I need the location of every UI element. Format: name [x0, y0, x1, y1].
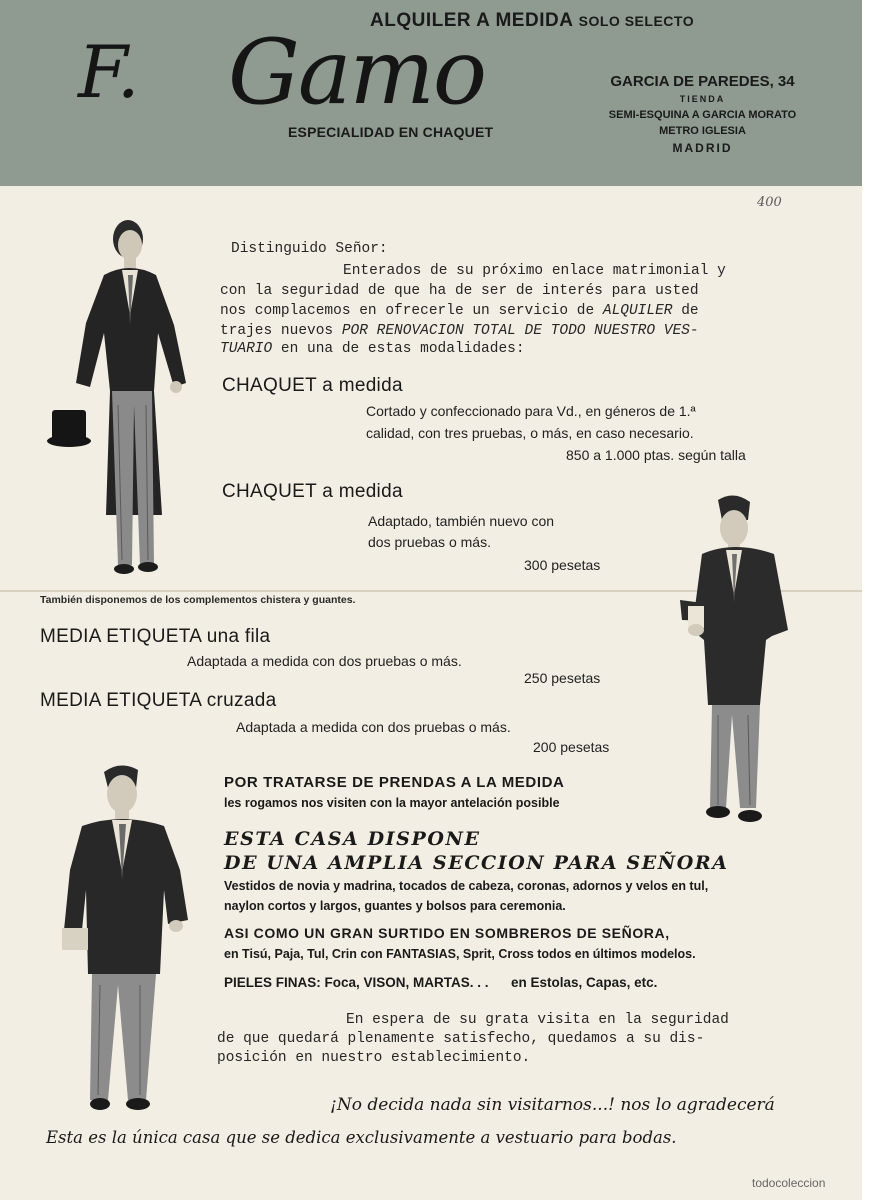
intro-line-4: [220, 322, 699, 341]
offer-2-name: CHAQUET: [222, 481, 317, 502]
offer-1-title: [222, 375, 403, 397]
offer-4-desc: Adaptada a medida con dos pruebas o más.: [236, 719, 511, 735]
offer-3-price: 250 pesetas: [524, 670, 601, 686]
offer-4-type: cruzada: [206, 690, 277, 711]
offer-3-title: [40, 626, 270, 648]
slogan-visit: ¡No decida nada sin visitarnos...! nos lo agradecerá: [330, 1095, 775, 1115]
letterhead: [0, 0, 862, 186]
hats-desc: en Tisú, Paja, Tul, Crin con FANTASIAS, Sprit, Cross todos en últimos modelos.: [224, 947, 696, 961]
handwritten-note: 400: [757, 195, 782, 210]
intro-line-3-text: nos complacemos en ofrecerle un servicio de: [220, 303, 595, 319]
address-shop: TIENDA: [679, 94, 726, 104]
ladies-desc-1: Vestidos de novia y madrina, tocados de cabeza, coronas, adornos y velos en tul,: [224, 879, 709, 893]
closing-line-3: posición en nuestro establecimiento.: [217, 1050, 531, 1066]
address-metro: METRO IGLESIA: [659, 125, 746, 137]
offer-2-title: [222, 481, 403, 503]
address-corner: SEMI-ESQUINA A GARCIA MORATO: [608, 109, 797, 121]
offer-1-price: 850 a 1.000 ptas. según talla: [566, 447, 746, 463]
advance-title: POR TRATARSE DE PRENDAS A LA MEDIDA: [224, 774, 565, 791]
intro-line-3-end: de: [681, 303, 699, 319]
rental-subtitle: SOLO SELECTO: [578, 13, 695, 29]
offer-4-title: [40, 690, 276, 712]
ladies-desc-2: naylon cortos y largos, guantes y bolsos para ceremonia.: [224, 899, 566, 913]
logo-name: Gamo: [228, 20, 486, 125]
offer-3-desc: Adaptada a medida con dos pruebas o más.: [187, 653, 462, 669]
hats-title: ASI COMO UN GRAN SURTIDO EN SOMBREROS DE SEÑORA,: [224, 925, 670, 941]
greeting: Distinguido Señor:: [231, 241, 388, 257]
intro-line-5: [220, 340, 525, 359]
advance-subtitle: les rogamos nos visiten con la mayor antelación posible: [224, 796, 560, 810]
offer-1-desc-2: calidad, con tres pruebas, o más, en caso necesario.: [366, 425, 694, 441]
address-street: GARCIA DE PAREDES, 34: [610, 73, 795, 90]
intro-line-4-text: trajes nuevos: [220, 323, 334, 339]
morning-coat-man-illustration: [46, 215, 196, 580]
ladies-title-2: DE UNA AMPLIA SECCION PARA SEÑORA: [224, 852, 729, 874]
watermark: todocoleccion: [752, 1176, 826, 1190]
ladies-title-1: ESTA CASA DISPONE: [224, 828, 481, 850]
specialty-line: ESPECIALIDAD EN CHAQUET: [288, 124, 494, 140]
intro-line-5-text: en una de estas modalidades:: [280, 341, 525, 357]
offer-2-desc-2: dos pruebas o más.: [368, 534, 491, 550]
complements-note: También disponemos de los complementos chistera y guantes.: [40, 594, 356, 606]
offer-2-desc-1: Adaptado, también nuevo con: [368, 513, 555, 529]
offer-1-desc-1: Cortado y confeccionado para Vd., en géneros de 1.ª: [366, 403, 696, 419]
closing-line-2: de que quedará plenamente satisfecho, quedamos a su dis-: [217, 1031, 705, 1047]
intro-line-3: [220, 302, 699, 321]
offer-2-price: 300 pesetas: [524, 557, 601, 573]
scan-edge: [862, 0, 872, 1200]
offer-4-price: 200 pesetas: [533, 739, 610, 755]
slogan-exclusive: Esta es la única casa que se dedica exclusivamente a vestuario para bodas.: [46, 1128, 677, 1147]
offer-3-type: una fila: [206, 626, 271, 647]
offer-3-name: MEDIA ETIQUETA: [40, 626, 202, 647]
offer-4-name: MEDIA ETIQUETA: [40, 690, 202, 711]
intro-line-1: Enterados de su próximo enlace matrimonial y: [343, 263, 726, 279]
cuff-adjusting-man-illustration: [662, 490, 802, 835]
half-tail-man-illustration: [60, 760, 195, 1115]
intro-line-3-emphasis: ALQUILER: [602, 303, 673, 319]
closing-line-1: En espera de su grata visita en la seguridad: [346, 1012, 729, 1028]
offer-1-type: a medida: [322, 375, 403, 396]
furs-line: PIELES FINAS: Foca, VISON, MARTAS. . . en Estolas, Capas, etc.: [224, 975, 658, 990]
address-city: MADRID: [672, 141, 733, 155]
rental-title: ALQUILER A MEDIDA: [370, 10, 574, 31]
offer-2-type: a medida: [322, 481, 403, 502]
intro-line-5-emphasis: TUARIO: [220, 341, 273, 357]
logo-initial: F.: [78, 30, 140, 114]
intro-line-4-emphasis: POR RENOVACION TOTAL DE TODO NUESTRO VES-: [341, 323, 699, 339]
intro-line-2: con la seguridad de que ha de ser de interés para usted: [220, 283, 699, 299]
offer-1-name: CHAQUET: [222, 375, 317, 396]
